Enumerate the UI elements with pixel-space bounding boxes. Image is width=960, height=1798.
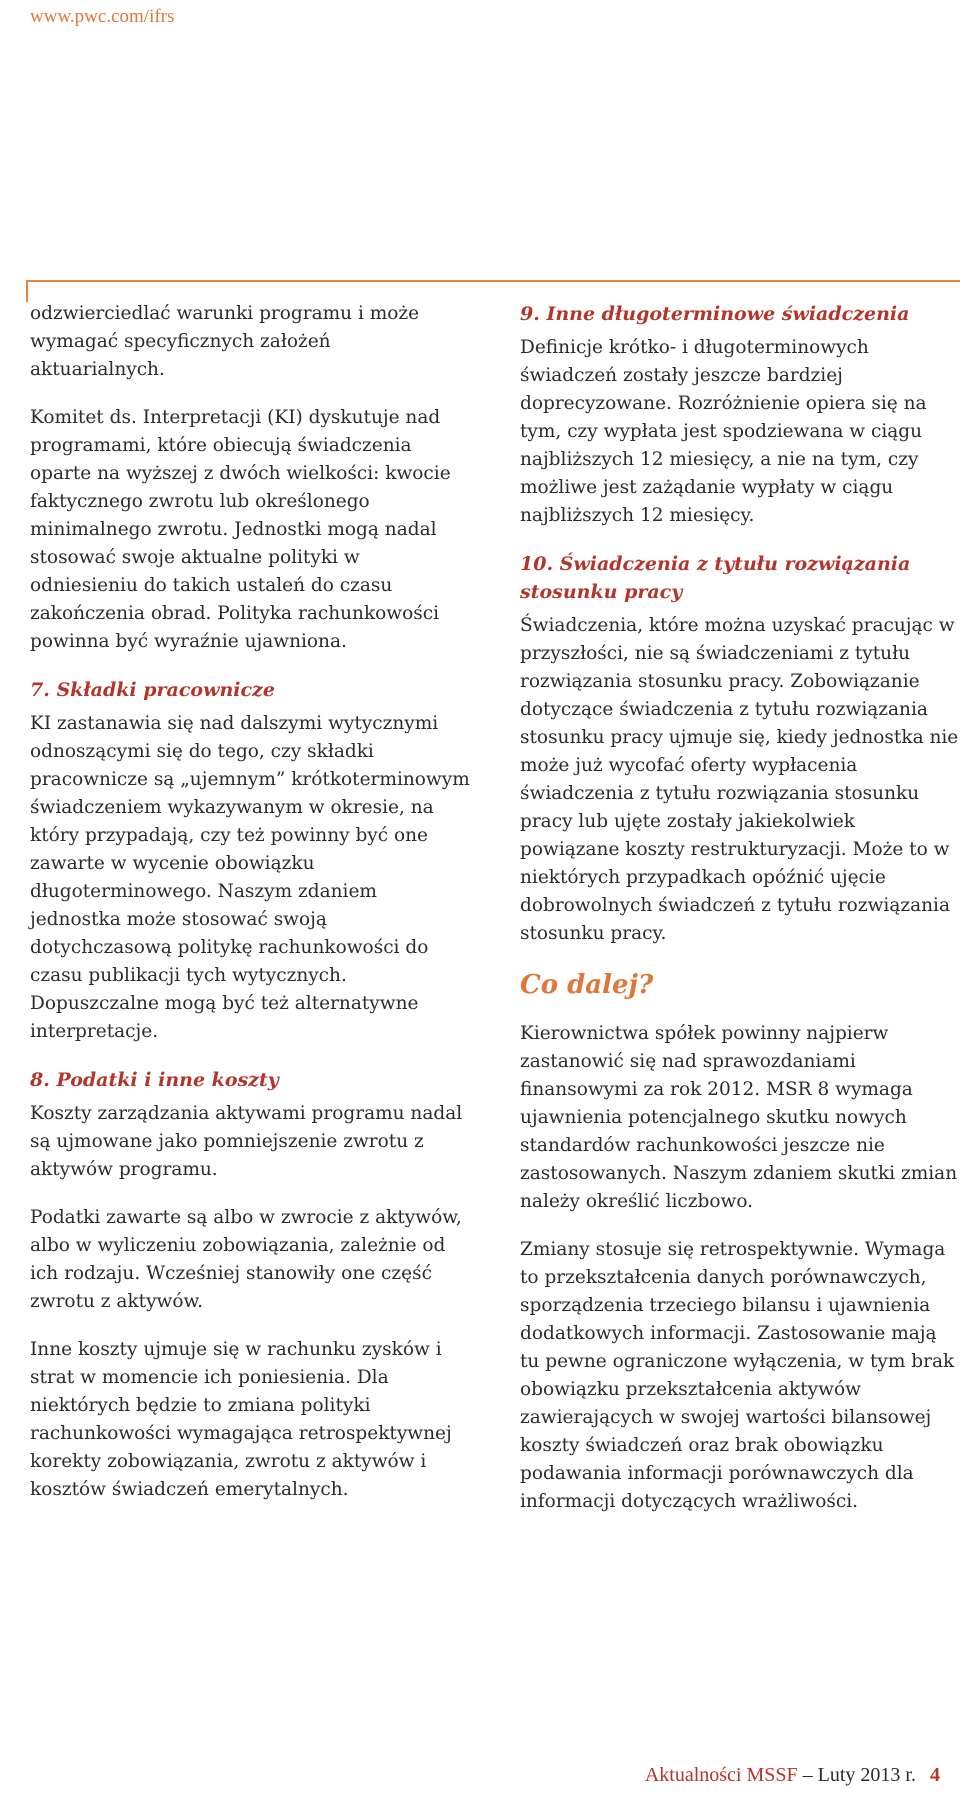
section-heading-10: 10. Świadczenia z tytułu rozwiązania stosunku pracy (520, 553, 911, 603)
paragraph: Definicje krótko- i długoterminowych świadczeń zostały jeszcze bardziej doprecyzowane. Rozróżnienie opiera się na tym, czy wypłata jest spodziewana w ciągu najbliższych 12 miesięcy, a nie na tym, czy możliwe jest zażądanie wypłaty w ciągu najbliższych 12 miesięcy. (520, 337, 927, 526)
paragraph: Koszty zarządzania aktywami programu nadal są ujmowane jako pomniejszenie zwrotu z aktywów programu. (30, 1103, 463, 1180)
what-next-heading: Co dalej? (520, 970, 654, 1000)
paragraph: Inne koszty ujmuje się w rachunku zysków i strat w momencie ich poniesienia. Dla niektórych będzie to zmiana polityki rachunkowości wymagająca retrospektywnej korekty zobowiązania, zwrotu z aktywów i kosztów świadczeń emerytalnych. (30, 1339, 452, 1500)
section-heading-7: 7. Składki pracownicze (30, 679, 275, 701)
divider-corner (26, 280, 28, 302)
paragraph: Kierownictwa spółek powinny najpierw zastanowić się nad sprawozdaniami finansowymi za rok 2012. MSR 8 wymaga ujawnienia potencjalnego skutku nowych standardów rachunkowości jeszcze nie zastosowanych. Naszym zdaniem skutki zmian należy określić liczbowo. (520, 1023, 958, 1212)
paragraph: KI zastanawia się nad dalszymi wytycznymi odnoszącymi się do tego, czy składki pracownicze są „ujemnym” krótkoterminowym świadczeniem wykazywanym w okresie, na który przypadają, czy też powinny być one zawarte w wycenie obowiązku długoterminowego. Naszym zdaniem jednostka może stosować swoją dotychczasową politykę rachunkowości do czasu publikacji tych wytycznych. Dopuszczalne mogą być też alternatywne interpretacje. (30, 713, 470, 1042)
header-url[interactable]: www.pwc.com/ifrs (30, 6, 175, 27)
footer-date: – Luty 2013 r. (797, 1764, 916, 1786)
left-column (30, 300, 470, 1524)
page-number: 4 (930, 1764, 940, 1786)
section-divider (26, 280, 960, 282)
paragraph: Świadczenia, które można uzyskać pracując w przyszłości, nie są świadczeniami z tytułu rozwiązania stosunku pracy. Zobowiązanie dotyczące świadczenia z tytułu rozwiązania stosunku pracy ujmuje się, kiedy jednostka nie może już wycofać oferty wypłacenia świadczenia z tytułu rozwiązania stosunku pracy lub ujęte zostały jakiekolwiek powiązane koszty restrukturyzacji. Może to w niektórych przypadkach opóźnić ujęcie dobrowolnych świadczeń z tytułu rozwiązania stosunku pracy. (520, 615, 959, 944)
paragraph: Zmiany stosuje się retrospektywnie. Wymaga to przekształcenia danych porównawczych, sporządzenia trzeciego bilansu i ujawnienia dodatkowych informacji. Zastosowanie mają tu pewne ograniczone wyłączenia, w tym brak obowiązku przekształcenia aktywów zawierających w swojej wartości bilansowej koszty świadczeń oraz brak obowiązku podawania informacji porównawczych dla informacji dotyczących wrażliwości. (520, 1239, 955, 1512)
paragraph: Komitet ds. Interpretacji (KI) dyskutuje nad programami, które obiecują świadczenia oparte na wyższej z dwóch wielkości: kwocie faktycznego zwrotu lub określonego minimalnego zwrotu. Jednostki mogą nadal stosować swoje aktualne polityki w odniesieniu do takich ustaleń do czasu zakończenia obrad. Polityka rachunkowości powinna być wyraźnie ujawniona. (30, 407, 451, 652)
paragraph: Podatki zawarte są albo w zwrocie z aktywów, albo w wyliczeniu zobowiązania, zależnie od ich rodzaju. Wcześniej stanowiły one część zwrotu z aktywów. (30, 1207, 462, 1312)
right-column (520, 300, 960, 1536)
footer-publication: Aktualności MSSF (644, 1764, 798, 1786)
page-footer (645, 1764, 940, 1787)
paragraph: odzwierciedlać warunki programu i może wymagać specyficznych założeń aktuarialnych. (30, 303, 420, 380)
section-heading-8: 8. Podatki i inne koszty (30, 1069, 279, 1091)
section-heading-9: 9. Inne długoterminowe świadczenia (520, 303, 910, 325)
